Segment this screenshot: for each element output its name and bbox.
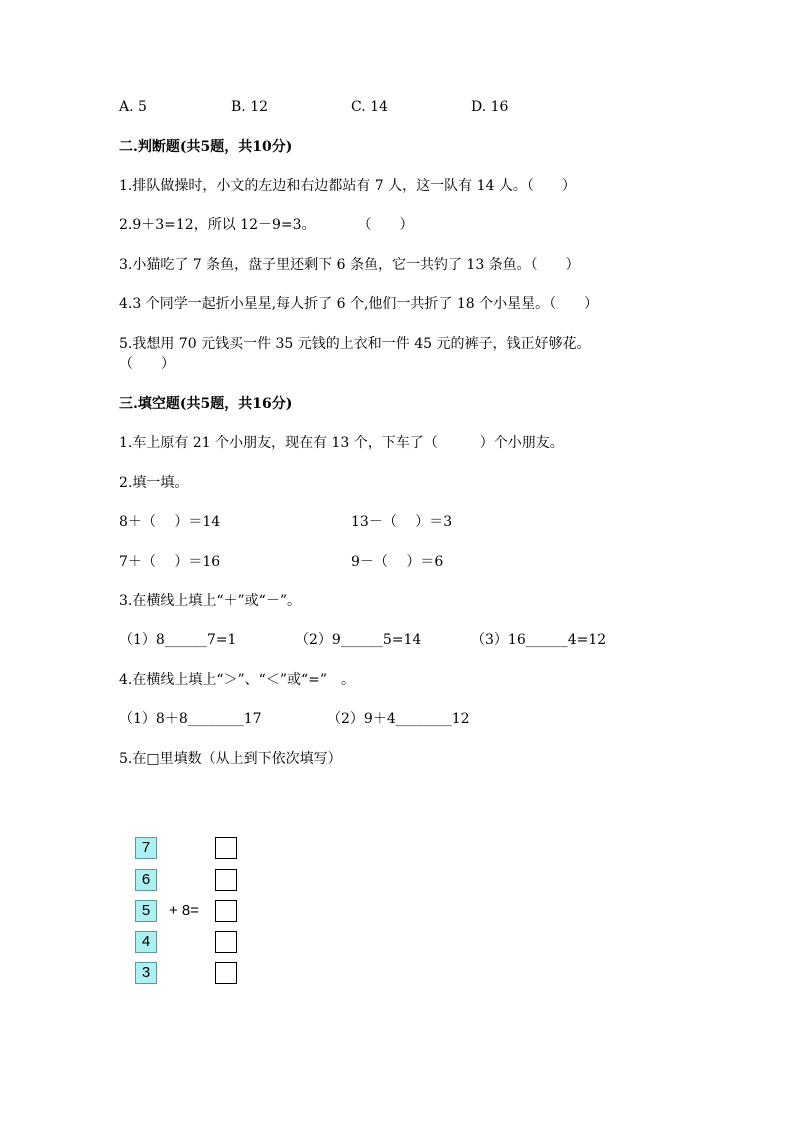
answer-box-1[interactable]: [215, 837, 237, 859]
fill-item-2-d: 9－（ ）＝6: [351, 554, 444, 570]
choice-b: B. 12: [231, 99, 269, 115]
section-title-judgment: 二.判断题(共5题，共10分): [119, 139, 293, 155]
fill-item-2-c: 7＋（ ）＝16: [119, 554, 221, 570]
answer-box-4[interactable]: [215, 931, 237, 953]
number-box-2: 6: [135, 869, 157, 891]
number-box-5: 3: [135, 962, 157, 984]
fill-item-3-c: （3）16______4=12: [471, 632, 607, 648]
choice-d: D. 16: [471, 99, 509, 115]
fill-item-2: 2.填一填。: [119, 475, 189, 491]
number-box-1: 7: [135, 837, 157, 859]
answer-box-5[interactable]: [215, 962, 237, 984]
fill-item-4-a: （1）8＋8________17: [119, 711, 262, 727]
judgment-item-2: 2.9＋3=12，所以 12－9=3。 （ ）: [119, 217, 414, 233]
fill-item-3-a: （1）8______7=1: [119, 632, 237, 648]
judgment-item-5-bracket: （ ）: [119, 356, 175, 372]
fill-item-3: 3.在横线上填上“＋”或“－”。: [119, 593, 301, 609]
judgment-item-1: 1.排队做操时，小文的左边和右边都站有 7 人，这一队有 14 人。（ ）: [119, 178, 576, 194]
judgment-item-4: 4.3 个同学一起折小星星,每人折了 6 个,他们一共折了 18 个小星星。（ ）: [119, 296, 599, 312]
choice-a: A. 5: [119, 99, 147, 115]
answer-box-2[interactable]: [215, 869, 237, 891]
answer-box-3[interactable]: [215, 900, 237, 922]
fill-item-1: 1.车上原有 21 个小朋友，现在有 13 个，下车了（ ）个小朋友。: [119, 435, 564, 451]
fill-item-4-b: （2）9＋4________12: [327, 711, 470, 727]
fill-item-2-b: 13－（ ）＝3: [351, 514, 453, 530]
number-box-3: 5: [135, 900, 157, 922]
judgment-item-3: 3.小猫吃了 7 条鱼，盘子里还剩下 6 条鱼，它一共钓了 13 条鱼。（ ）: [119, 257, 580, 273]
number-box-4: 4: [135, 931, 157, 953]
choice-c: C. 14: [351, 99, 388, 115]
judgment-item-5: 5.我想用 70 元钱买一件 35 元钱的上衣和一件 45 元的裤子，钱正好够花。: [119, 336, 591, 352]
plus-eight-equals: + 8=: [169, 902, 200, 919]
fill-item-2-a: 8＋（ ）＝14: [119, 514, 221, 530]
section-title-fill: 三.填空题(共5题，共16分): [119, 396, 293, 412]
fill-item-5: 5.在□里填数（从上到下依次填写）: [119, 751, 342, 767]
fill-item-4: 4.在横线上填上“＞”、“＜”或“=” 。: [119, 672, 356, 688]
fill-item-3-b: （2）9______5=14: [295, 632, 422, 648]
